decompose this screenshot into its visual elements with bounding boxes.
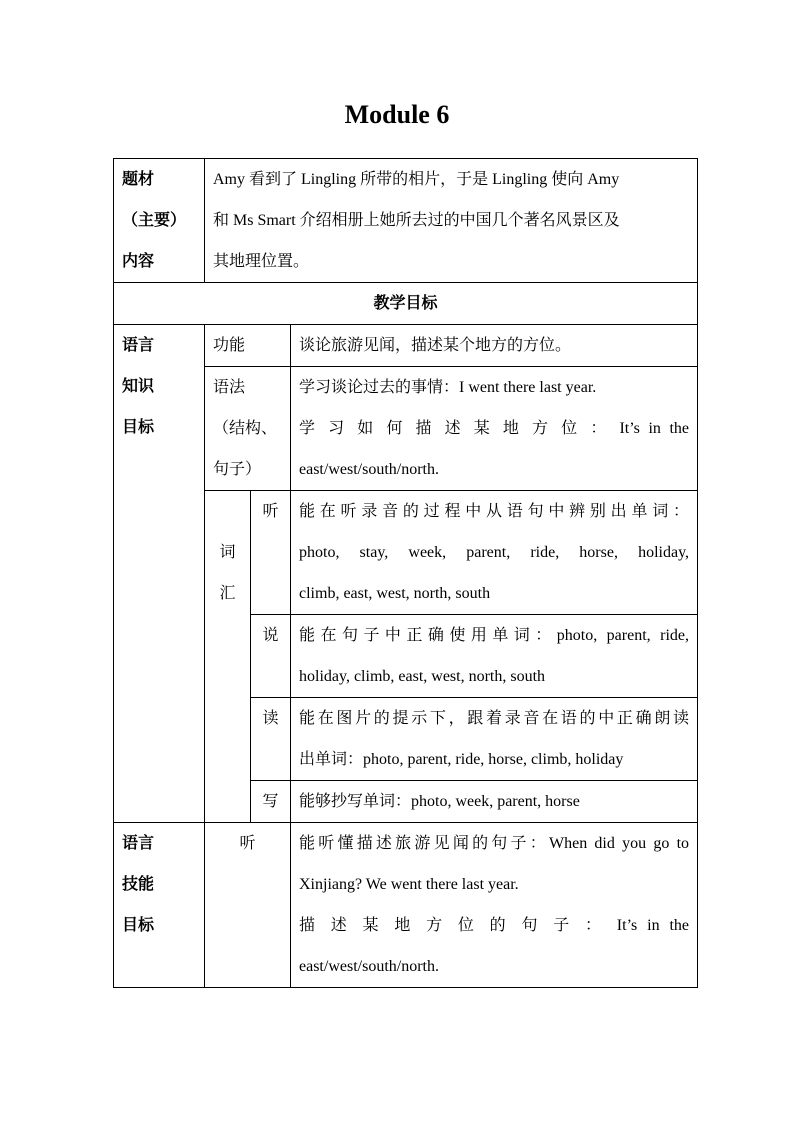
topic-row — [114, 159, 698, 283]
lesson-plan-table — [113, 158, 698, 988]
knowledge-label — [114, 325, 205, 823]
skills-label-line: 语言 — [122, 835, 155, 852]
section-title: 教学目标 — [114, 283, 698, 325]
skills-listen-line: Xinjiang? We went there last year. — [299, 876, 519, 893]
skills-label-line: 目标 — [122, 917, 155, 934]
skills-listen-content — [291, 823, 698, 988]
page-title: Module 6 — [344, 100, 450, 129]
skills-listen-label: 听 — [205, 823, 291, 988]
vocab-label — [205, 491, 251, 823]
vocab-listen-line: climb, east, west, north, south — [299, 585, 491, 602]
vocab-label-line: 汇 — [219, 585, 236, 602]
topic-label-line: （主要） — [122, 212, 187, 229]
grammar-label-line: （结构、 — [213, 420, 278, 437]
grammar-content-line: east/west/south/north. — [299, 461, 439, 478]
vocab-read-line: 能在图片的提示下，跟着录音在语的中正确朗读 — [299, 710, 690, 727]
vocab-listen-line: photo, stay, week, parent, ride, horse, holiday, — [299, 544, 690, 561]
vocab-listen-content — [291, 491, 698, 615]
grammar-content — [291, 367, 698, 491]
topic-content-line: 其地理位置。 — [213, 253, 310, 270]
skills-listen-row — [114, 823, 698, 988]
grammar-label — [205, 367, 291, 491]
topic-label-line: 题材 — [122, 171, 155, 188]
knowledge-label-line: 目标 — [122, 419, 155, 436]
vocab-read-content — [291, 698, 698, 781]
skills-listen-line: 描 述 某 地 方 位 的 句 子 ： It’s in the — [299, 917, 690, 934]
vocab-read-label: 读 — [251, 698, 291, 781]
vocab-write-content: 能够抄写单词：photo, week, parent, horse — [291, 781, 698, 823]
vocab-label-line: 词 — [219, 544, 236, 561]
vocab-listen-line: 能在听录音的过程中从语句中辨别出单词： — [299, 503, 690, 520]
topic-label-line: 内容 — [122, 253, 155, 270]
grammar-label-line: 句子） — [213, 461, 262, 478]
vocab-listen-label: 听 — [251, 491, 291, 615]
function-content: 谈论旅游见闻，描述某个地方的方位。 — [291, 325, 698, 367]
function-row — [114, 325, 698, 367]
vocab-speak-content — [291, 615, 698, 698]
skills-listen-line: east/west/south/north. — [299, 958, 439, 975]
vocab-write-label: 写 — [251, 781, 291, 823]
vocab-read-line: 出单词：photo, parent, ride, horse, climb, holiday — [299, 751, 624, 768]
knowledge-label-line: 知识 — [122, 378, 155, 395]
grammar-content-line: 学 习 如 何 描 述 某 地 方 位 ： It’s in the — [299, 420, 690, 437]
grammar-content-line: 学习谈论过去的事情：I went there last year. — [299, 379, 597, 396]
topic-label — [114, 159, 205, 283]
grammar-label-line: 语法 — [213, 379, 246, 396]
skills-label-line: 技能 — [122, 876, 155, 893]
topic-content — [205, 159, 698, 283]
skills-label — [114, 823, 205, 988]
vocab-speak-label: 说 — [251, 615, 291, 698]
function-label: 功能 — [205, 325, 291, 367]
vocab-speak-line: holiday, climb, east, west, north, south — [299, 668, 546, 685]
topic-content-line: Amy 看到了 Lingling 所带的相片，于是 Lingling 使向 Amy — [213, 171, 620, 188]
vocab-speak-line: 能在句子中正确使用单词：photo, parent, ride, — [299, 627, 690, 644]
knowledge-label-line: 语言 — [122, 337, 155, 354]
section-title-row — [114, 283, 698, 325]
topic-content-line: 和 Ms Smart 介绍相册上她所去过的中国几个著名风景区及 — [213, 212, 620, 229]
skills-listen-line: 能听懂描述旅游见闻的句子：When did you go to — [299, 835, 690, 852]
